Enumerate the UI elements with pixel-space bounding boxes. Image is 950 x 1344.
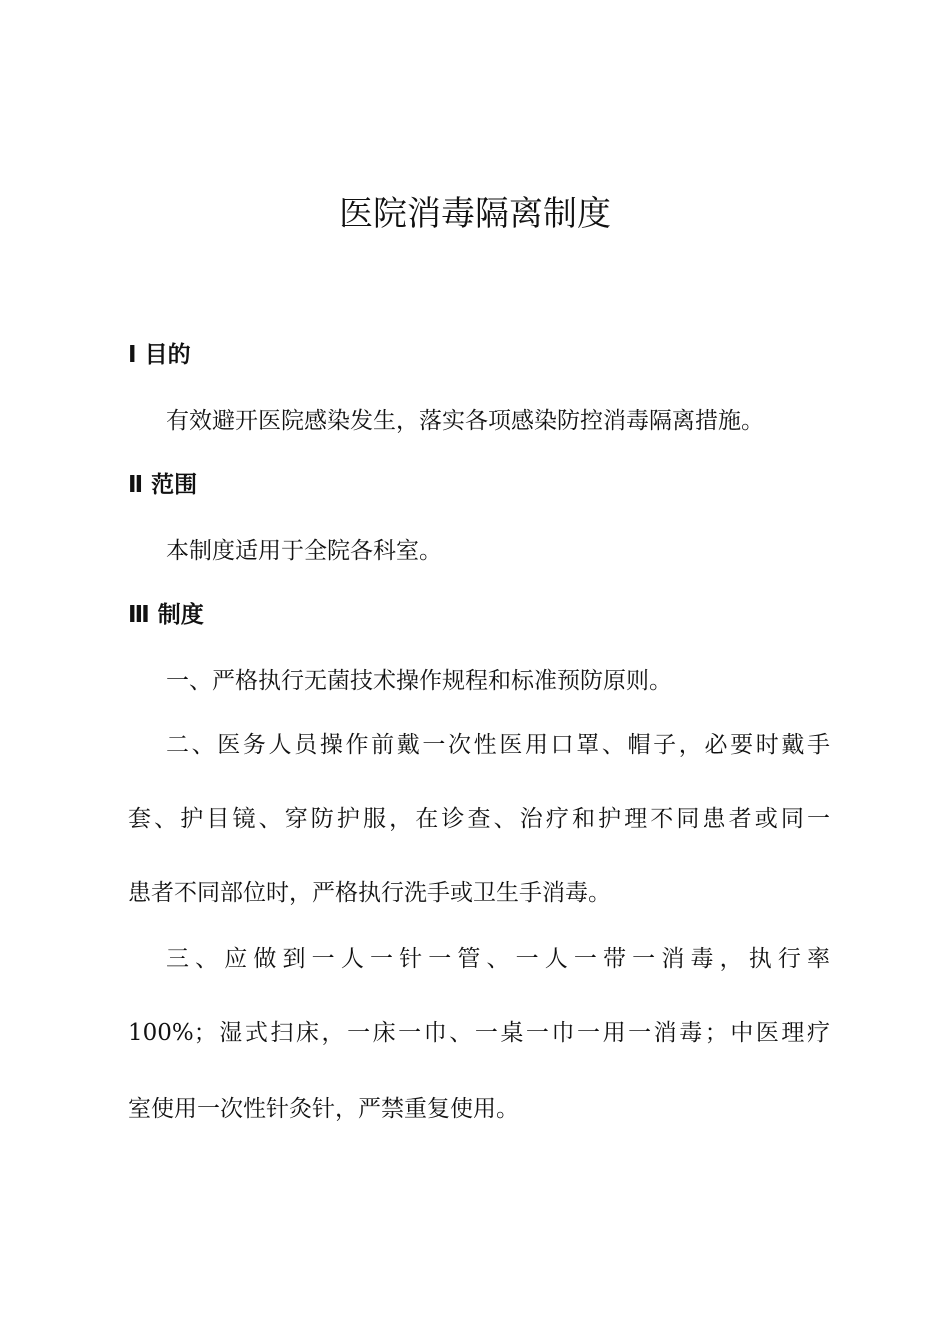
paragraph-line: 患者不同部位时，严格执行洗手或卫生手消毒。 [128, 880, 611, 906]
paragraph-line: 有效避开医院感染发生，落实各项感染防控消毒隔离措施。 [166, 408, 764, 434]
paragraph-line: 一、严格执行无菌技术操作规程和标准预防原则。 [166, 668, 672, 694]
paragraph-line: 三、应做到一人一针一管、一人一带一消毒，执行率 [166, 946, 830, 972]
section-heading-purpose: I 目的 [128, 342, 191, 368]
paragraph-line: 二、医务人员操作前戴一次性医用口罩、帽子，必要时戴手 [166, 732, 830, 758]
paragraph-line: 室使用一次性针灸针，严禁重复使用。 [128, 1096, 519, 1122]
section-heading-rules: Ⅲ 制度 [128, 602, 204, 628]
document-title: 医院消毒隔离制度 [339, 194, 611, 234]
paragraph-line: 套、护目镜、穿防护服，在诊查、治疗和护理不同患者或同一 [128, 806, 830, 832]
section-heading-scope: Ⅱ 范围 [128, 472, 198, 498]
paragraph-line: 100%；湿式扫床，一床一巾、一桌一巾一用一消毒；中医理疗 [128, 1020, 830, 1046]
paragraph-line: 本制度适用于全院各科室。 [166, 538, 442, 564]
